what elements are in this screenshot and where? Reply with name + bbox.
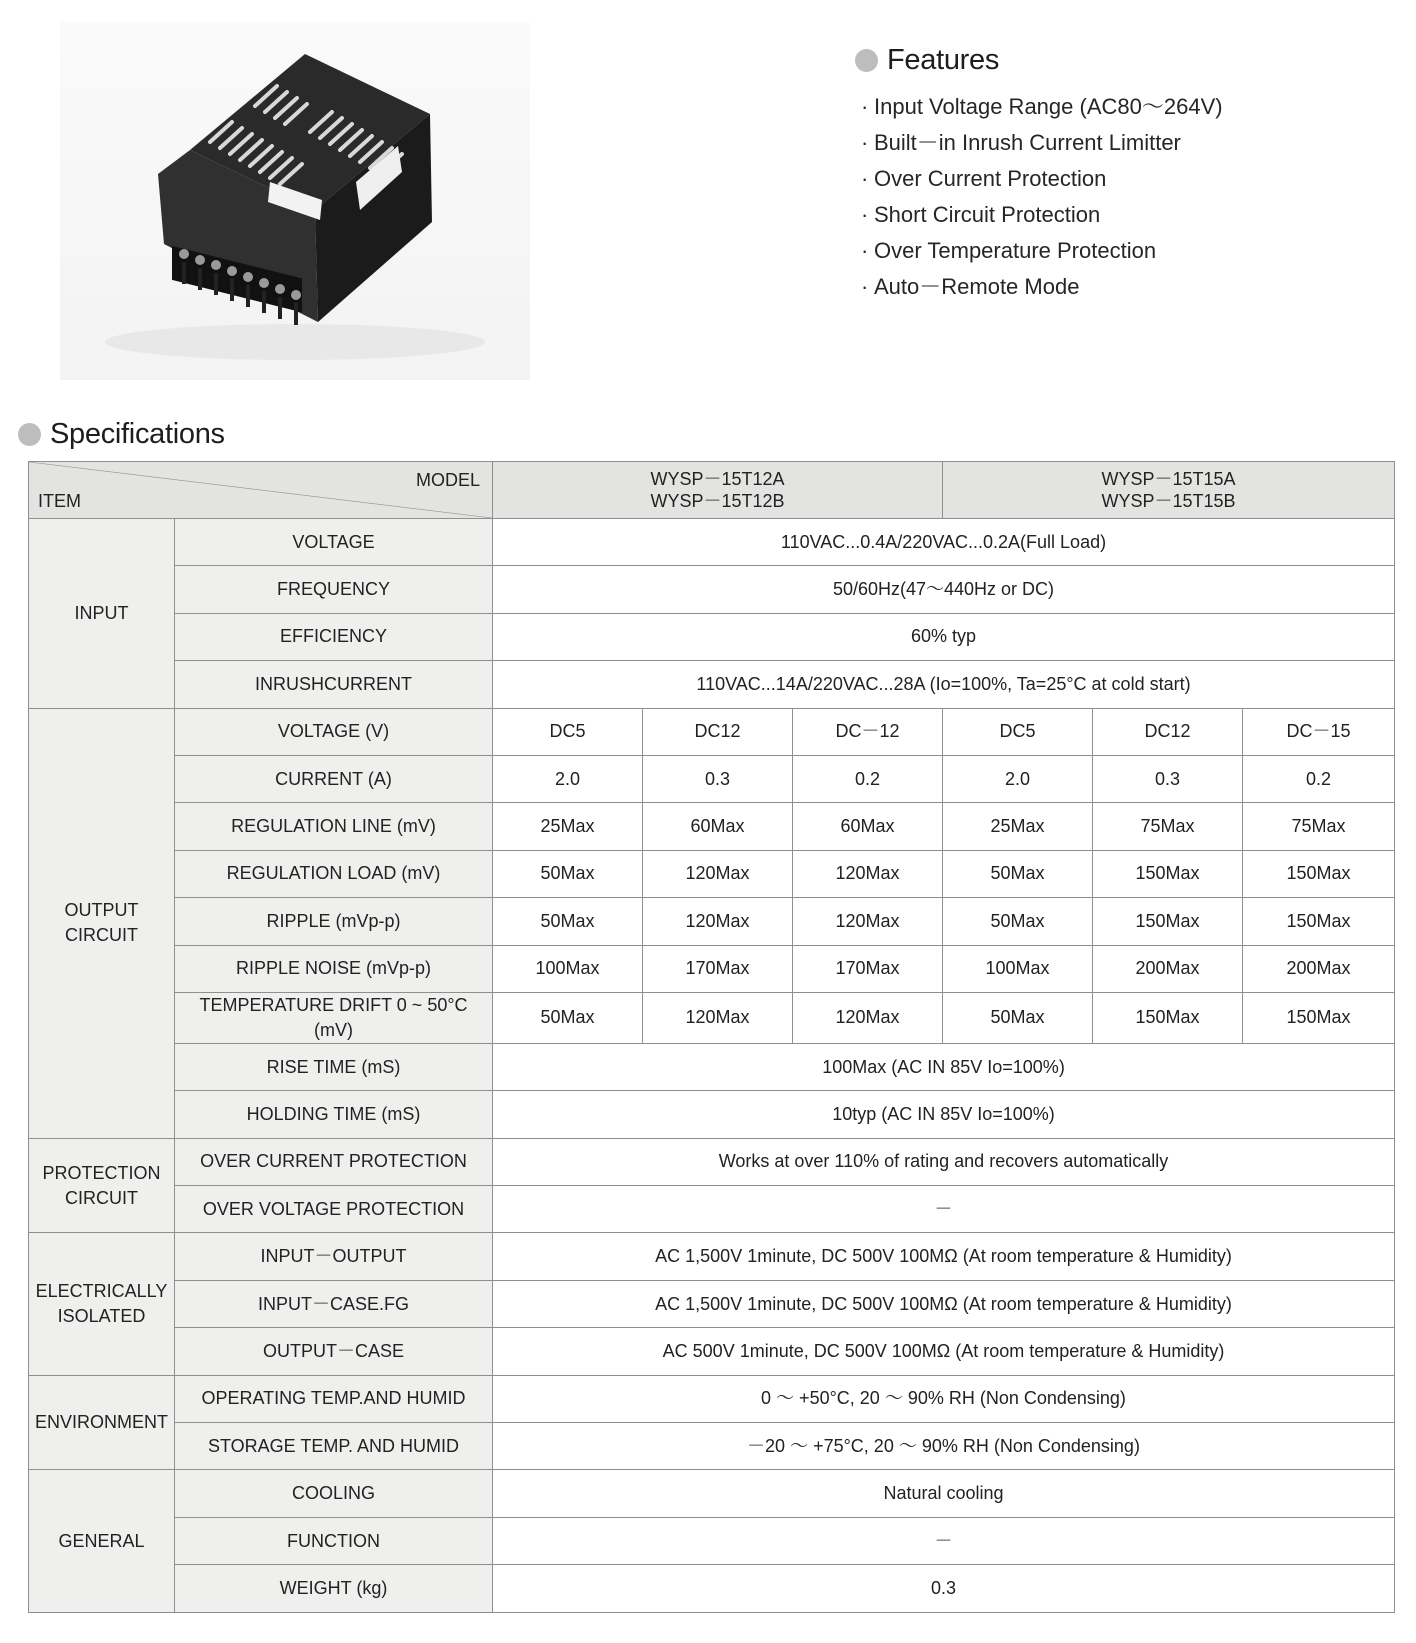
value-cell: 120Max: [643, 898, 793, 945]
table-row: [29, 1470, 1395, 1517]
features-title: Features: [887, 44, 1000, 76]
item-cell: TEMPERATURE DRIFT 0 ~ 50°C (mV): [175, 992, 493, 1043]
table-row: [29, 1517, 1395, 1564]
heading-bullet-icon: [18, 423, 41, 446]
value-cell: 0.3: [493, 1565, 1395, 1612]
table-header-row: [29, 462, 1395, 519]
table-row: [29, 566, 1395, 613]
bullet-icon: ·: [861, 130, 869, 155]
heading-bullet-icon: [855, 49, 878, 72]
value-cell: 100Max: [943, 945, 1093, 992]
specifications-table: [28, 461, 1395, 1613]
item-cell: INRUSHCURRENT: [175, 661, 493, 708]
value-cell: DC12: [643, 708, 793, 755]
item-cell: HOLDING TIME (mS): [175, 1091, 493, 1138]
group-input: INPUT: [29, 519, 175, 709]
value-cell: Works at over 110% of rating and recovers automatically: [493, 1138, 1395, 1185]
value-cell: 120Max: [793, 898, 943, 945]
table-row: [29, 945, 1395, 992]
item-cell: CURRENT (A): [175, 755, 493, 802]
group-electrically-isolated: ELECTRICALLY ISOLATED: [29, 1233, 175, 1375]
table-row: [29, 1565, 1395, 1612]
table-row: [29, 708, 1395, 755]
value-cell: 50Max: [493, 898, 643, 945]
value-cell: 100Max: [493, 945, 643, 992]
power-supply-image: [60, 22, 530, 380]
bullet-icon: ·: [861, 94, 869, 119]
item-cell: OUTPUT－CASE: [175, 1328, 493, 1375]
value-cell: 75Max: [1243, 803, 1395, 850]
value-cell: 110VAC...0.4A/220VAC...0.2A(Full Load): [493, 519, 1395, 566]
value-cell: 0.2: [793, 755, 943, 802]
bullet-icon: ·: [861, 238, 869, 263]
table-row: [29, 1328, 1395, 1375]
table-row: [29, 898, 1395, 945]
features-list: [855, 89, 1375, 305]
product-photo: [60, 22, 530, 380]
value-cell: AC 1,500V 1minute, DC 500V 100MΩ (At room temperature & Humidity): [493, 1233, 1395, 1280]
model-label: MODEL: [415, 470, 480, 490]
value-cell: 200Max: [1093, 945, 1243, 992]
group-general: GENERAL: [29, 1470, 175, 1612]
value-cell: 150Max: [1093, 850, 1243, 897]
item-cell: RISE TIME (mS): [175, 1043, 493, 1090]
table-row: [29, 1043, 1395, 1090]
value-cell: AC 1,500V 1minute, DC 500V 100MΩ (At room temperature & Humidity): [493, 1280, 1395, 1327]
group-protection-circuit: PROTECTION CIRCUIT: [29, 1138, 175, 1233]
table-row: [29, 1091, 1395, 1138]
specifications-title: Specifications: [50, 418, 225, 450]
value-cell: 50/60Hz(47～440Hz or DC): [493, 566, 1395, 613]
table-row: [29, 803, 1395, 850]
bullet-icon: ·: [861, 274, 869, 299]
value-cell: 60Max: [793, 803, 943, 850]
value-cell: 0.2: [1243, 755, 1395, 802]
value-cell: 50Max: [493, 850, 643, 897]
value-cell: 50Max: [493, 992, 643, 1043]
value-cell: 50Max: [943, 850, 1093, 897]
value-cell: 120Max: [643, 850, 793, 897]
group-output-circuit: OUTPUT CIRCUIT: [29, 708, 175, 1138]
value-cell: 150Max: [1093, 992, 1243, 1043]
value-cell: 50Max: [943, 898, 1093, 945]
feature-item: · Input Voltage Range (AC80～264V): [855, 89, 1375, 125]
table-row: [29, 1375, 1395, 1422]
bullet-icon: ·: [861, 166, 869, 191]
value-cell: 120Max: [793, 992, 943, 1043]
group-environment: ENVIRONMENT: [29, 1375, 175, 1470]
value-cell: 170Max: [643, 945, 793, 992]
model-column-header: WYSP－15T12A WYSP－15T12B: [493, 462, 943, 519]
table-row: [29, 613, 1395, 660]
value-cell: 10typ (AC IN 85V Io=100%): [493, 1091, 1395, 1138]
value-cell: 100Max (AC IN 85V Io=100%): [493, 1043, 1395, 1090]
specifications-heading: [18, 418, 225, 451]
feature-item: · Built－in Inrush Current Limitter: [855, 125, 1375, 161]
value-cell: 60% typ: [493, 613, 1395, 660]
table-row: [29, 1186, 1395, 1233]
value-cell: DC－15: [1243, 708, 1395, 755]
table-row: [29, 661, 1395, 708]
value-cell: －: [493, 1517, 1395, 1564]
value-cell: Natural cooling: [493, 1470, 1395, 1517]
value-cell: －20 ～ +75°C, 20 ～ 90% RH (Non Condensing): [493, 1423, 1395, 1470]
model-item-corner-cell: [29, 462, 493, 519]
item-cell: REGULATION LINE (mV): [175, 803, 493, 850]
value-cell: 75Max: [1093, 803, 1243, 850]
value-cell: 170Max: [793, 945, 943, 992]
item-cell: FREQUENCY: [175, 566, 493, 613]
value-cell: 0.3: [643, 755, 793, 802]
value-cell: 110VAC...14A/220VAC...28A (Io=100%, Ta=25°C at cold start): [493, 661, 1395, 708]
item-cell: OPERATING TEMP.AND HUMID: [175, 1375, 493, 1422]
value-cell: 2.0: [943, 755, 1093, 802]
item-cell: OVER VOLTAGE PROTECTION: [175, 1186, 493, 1233]
value-cell: 50Max: [943, 992, 1093, 1043]
item-cell: RIPPLE NOISE (mVp-p): [175, 945, 493, 992]
bullet-icon: ·: [861, 202, 869, 227]
item-cell: INPUT－CASE.FG: [175, 1280, 493, 1327]
features-heading: [855, 44, 1375, 77]
table-row: [29, 519, 1395, 566]
table-row: [29, 850, 1395, 897]
value-cell: 200Max: [1243, 945, 1395, 992]
feature-item: · Auto－Remote Mode: [855, 269, 1375, 305]
value-cell: 120Max: [793, 850, 943, 897]
value-cell: 120Max: [643, 992, 793, 1043]
value-cell: －: [493, 1186, 1395, 1233]
value-cell: 25Max: [943, 803, 1093, 850]
value-cell: DC12: [1093, 708, 1243, 755]
value-cell: 60Max: [643, 803, 793, 850]
item-cell: STORAGE TEMP. AND HUMID: [175, 1423, 493, 1470]
item-cell: COOLING: [175, 1470, 493, 1517]
item-cell: WEIGHT (kg): [175, 1565, 493, 1612]
table-row: [29, 1280, 1395, 1327]
model-column-header: WYSP－15T15A WYSP－15T15B: [943, 462, 1395, 519]
item-cell: EFFICIENCY: [175, 613, 493, 660]
feature-item: · Over Temperature Protection: [855, 233, 1375, 269]
value-cell: 2.0: [493, 755, 643, 802]
item-cell: REGULATION LOAD (mV): [175, 850, 493, 897]
table-row: [29, 1138, 1395, 1185]
table-row: [29, 992, 1395, 1043]
value-cell: 150Max: [1243, 898, 1395, 945]
value-cell: DC－12: [793, 708, 943, 755]
table-row: [29, 1233, 1395, 1280]
value-cell: 150Max: [1243, 992, 1395, 1043]
value-cell: 25Max: [493, 803, 643, 850]
feature-item: · Short Circuit Protection: [855, 197, 1375, 233]
item-cell: RIPPLE (mVp-p): [175, 898, 493, 945]
table-row: [29, 1423, 1395, 1470]
value-cell: 0.3: [1093, 755, 1243, 802]
value-cell: 0 ～ +50°C, 20 ～ 90% RH (Non Condensing): [493, 1375, 1395, 1422]
value-cell: AC 500V 1minute, DC 500V 100MΩ (At room temperature & Humidity): [493, 1328, 1395, 1375]
item-cell: INPUT－OUTPUT: [175, 1233, 493, 1280]
item-cell: VOLTAGE (V): [175, 708, 493, 755]
table-row: [29, 755, 1395, 802]
value-cell: DC5: [943, 708, 1093, 755]
item-cell: FUNCTION: [175, 1517, 493, 1564]
features-section: [855, 44, 1375, 305]
item-cell: VOLTAGE: [175, 519, 493, 566]
value-cell: 150Max: [1093, 898, 1243, 945]
value-cell: 150Max: [1243, 850, 1395, 897]
feature-item: · Over Current Protection: [855, 161, 1375, 197]
item-cell: OVER CURRENT PROTECTION: [175, 1138, 493, 1185]
item-label: ITEM: [38, 491, 81, 511]
value-cell: DC5: [493, 708, 643, 755]
